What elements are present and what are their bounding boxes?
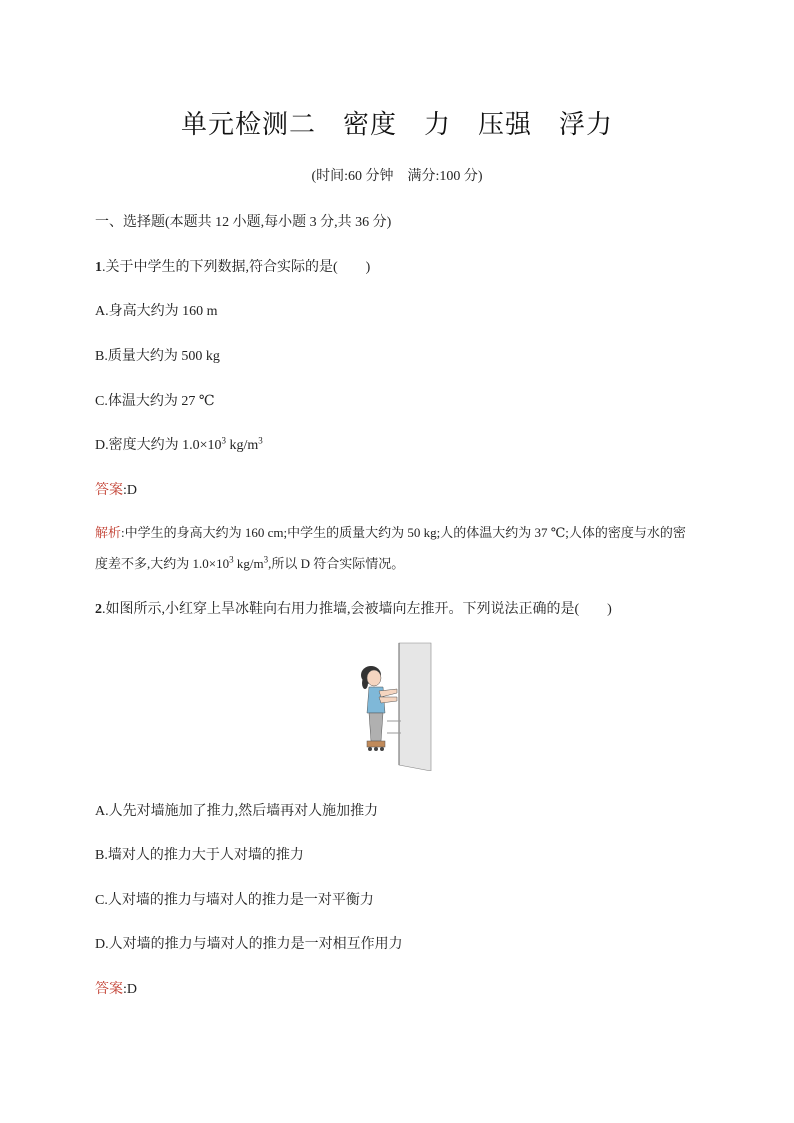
q1-answer <box>95 479 137 499</box>
question-text: .关于中学生的下列数据,符合实际的是( ) <box>102 260 371 275</box>
unit-text: kg/m <box>226 438 259 453</box>
option-text: D.密度大约为 1.0×10 <box>95 438 222 453</box>
q2-option-b: B.墙对人的推力大于人对墙的推力 <box>95 848 304 863</box>
analysis-label: 解析 <box>95 525 122 540</box>
q2-option-a: A.人先对墙施加了推力,然后墙再对人施加推力 <box>95 804 379 819</box>
q1-option-d <box>95 434 263 454</box>
q1-option-a: A.身高大约为 160 m <box>95 304 218 319</box>
analysis-conclusion: ,所以 D 符合实际情况。 <box>268 556 405 571</box>
answer-value: :D <box>123 483 137 498</box>
answer-value: :D <box>123 982 137 997</box>
question-1-stem <box>95 256 370 276</box>
analysis-unit: kg/m <box>233 556 264 571</box>
section-heading: 一、选择题(本题共 12 小题,每小题 3 分,共 36 分) <box>95 215 392 230</box>
q2-option-d: D.人对墙的推力与墙对人的推力是一对相互作用力 <box>95 937 403 952</box>
q1-option-c: C.体温大约为 27 ℃ <box>95 394 215 409</box>
exponent: 3 <box>221 435 227 446</box>
question-number: 1 <box>95 260 102 275</box>
q1-analysis <box>95 517 695 579</box>
question-number: 2 <box>95 602 102 617</box>
exam-info: (时间:60 分钟 满分:100 分) <box>311 169 483 184</box>
question-text: .如图所示,小红穿上旱冰鞋向右用力推墙,会被墙向左推开。下列说法正确的是( ) <box>102 602 612 617</box>
girl-pushing-wall-illustration <box>357 641 433 771</box>
answer-label: 答案 <box>95 982 123 997</box>
q1-option-b: B.质量大约为 500 kg <box>95 349 220 364</box>
answer-label: 答案 <box>95 483 123 498</box>
page-title: 单元检测二 密度 力 压强 浮力 <box>180 110 613 140</box>
analysis-unit-exponent: 3 <box>263 554 269 565</box>
unit-exponent: 3 <box>258 435 263 446</box>
analysis-text: :中学生的身高大约为 160 cm;中学生的质量大约为 50 kg;人的体温大约为 37 ℃;人体的密度与水的密度差不多,大约为 1.0×10 <box>95 525 686 571</box>
question-2-stem <box>95 598 612 618</box>
q2-option-c: C.人对墙的推力与墙对人的推力是一对平衡力 <box>95 893 374 908</box>
analysis-exponent: 3 <box>229 554 234 565</box>
q2-answer <box>95 978 137 998</box>
